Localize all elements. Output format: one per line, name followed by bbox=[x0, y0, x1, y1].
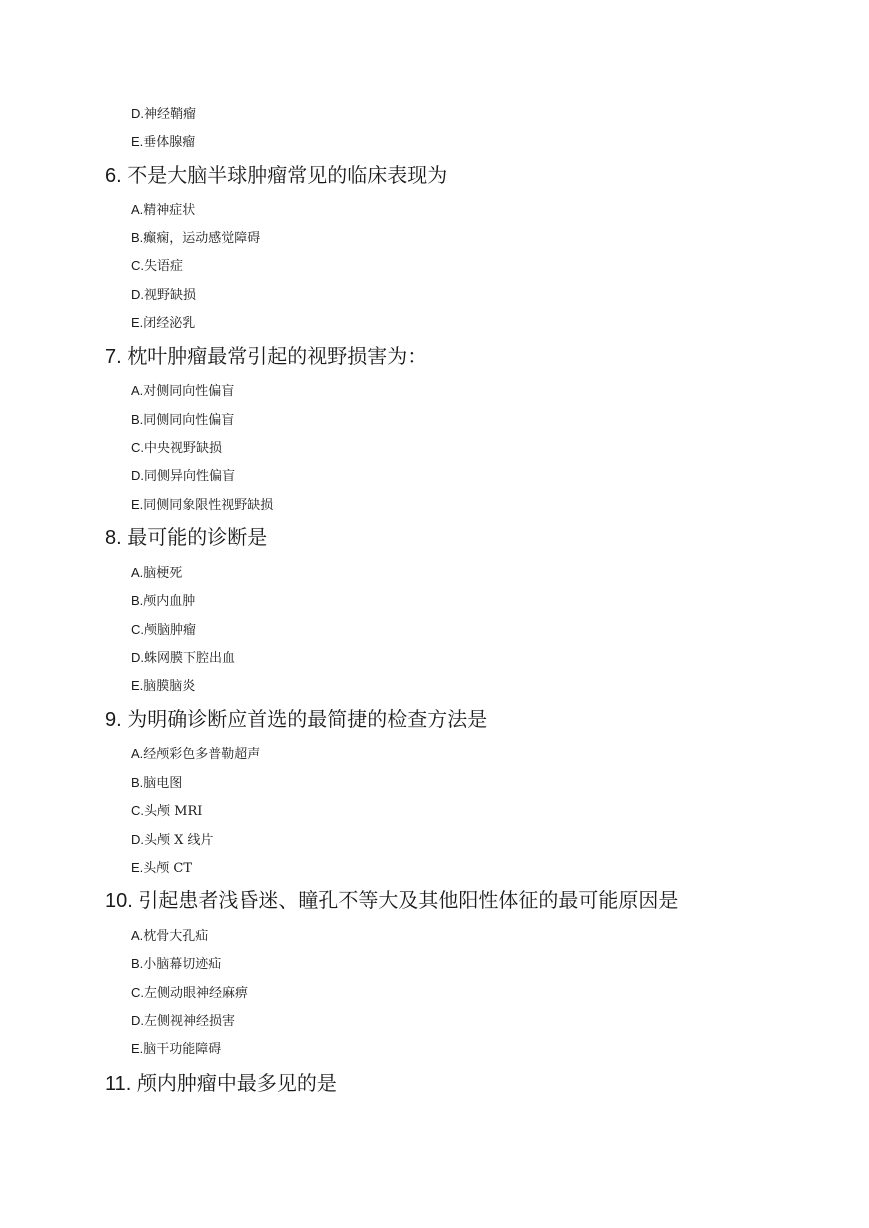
option-letter: E. bbox=[131, 134, 144, 149]
option-item bbox=[131, 650, 235, 667]
option-item bbox=[131, 746, 260, 763]
option-item bbox=[131, 134, 195, 151]
option-text: 脑梗死 bbox=[143, 566, 183, 581]
option-text: 颅脑肿瘤 bbox=[144, 623, 197, 638]
option-letter: E. bbox=[131, 1041, 144, 1056]
option-text: 颅内血肿 bbox=[143, 594, 196, 609]
question-heading bbox=[105, 344, 427, 369]
option-letter: E. bbox=[131, 497, 144, 512]
option-item bbox=[131, 497, 273, 514]
option-letter: C. bbox=[131, 258, 144, 273]
option-item bbox=[131, 106, 196, 123]
option-letter: C. bbox=[131, 622, 144, 637]
option-letter: D. bbox=[131, 287, 144, 302]
option-text: 癫痫，运动感觉障碍 bbox=[143, 231, 261, 246]
option-item bbox=[131, 803, 202, 820]
option-letter: B. bbox=[131, 230, 144, 245]
option-item bbox=[131, 832, 214, 849]
option-letter: A. bbox=[131, 928, 144, 943]
option-letter: C. bbox=[131, 985, 144, 1000]
option-item bbox=[131, 315, 195, 332]
option-text: 神经鞘瘤 bbox=[144, 107, 197, 122]
option-letter: B. bbox=[131, 593, 144, 608]
question-text: 为明确诊断应首选的最简捷的检查方法是 bbox=[127, 707, 488, 731]
option-text: 闭经泌乳 bbox=[143, 316, 196, 331]
option-item bbox=[131, 230, 260, 247]
option-letter: B. bbox=[131, 412, 144, 427]
option-item bbox=[131, 258, 183, 275]
option-text: 左侧视神经损害 bbox=[144, 1014, 236, 1029]
option-text: 头颅 X 线片 bbox=[144, 833, 214, 848]
question-text: 枕叶肿瘤最常引起的视野损害为： bbox=[127, 344, 428, 368]
question-number: 10. bbox=[105, 890, 139, 912]
option-text: 经颅彩色多普勒超声 bbox=[143, 747, 261, 762]
option-text: 脑干功能障碍 bbox=[143, 1042, 222, 1057]
option-text: 枕骨大孔疝 bbox=[143, 929, 209, 944]
question-text: 不是大脑半球肿瘤常见的临床表现为 bbox=[127, 163, 448, 187]
question-heading bbox=[105, 525, 267, 550]
question-number: 11. bbox=[105, 1073, 137, 1095]
option-item bbox=[131, 678, 195, 695]
question-heading bbox=[105, 1071, 337, 1096]
option-text: 垂体腺瘤 bbox=[143, 135, 196, 150]
question-number: 9. bbox=[105, 709, 128, 731]
option-text: 同侧同象限性视野缺损 bbox=[143, 498, 274, 513]
option-letter: A. bbox=[131, 202, 144, 217]
option-item bbox=[131, 956, 221, 973]
option-item bbox=[131, 468, 235, 485]
option-item bbox=[131, 860, 192, 877]
option-letter: C. bbox=[131, 440, 144, 455]
option-text: 精神症状 bbox=[143, 203, 196, 218]
option-text: 小脑幕切迹疝 bbox=[143, 957, 222, 972]
option-letter: E. bbox=[131, 315, 144, 330]
option-item bbox=[131, 593, 195, 610]
option-text: 蛛网膜下腔出血 bbox=[144, 651, 236, 666]
option-text: 同侧同向性偏盲 bbox=[143, 413, 235, 428]
question-number: 8. bbox=[105, 527, 128, 549]
question-heading bbox=[105, 888, 678, 913]
option-item bbox=[131, 1041, 221, 1058]
option-letter: A. bbox=[131, 565, 144, 580]
option-item bbox=[131, 1013, 235, 1030]
option-item bbox=[131, 412, 234, 429]
option-text: 脑电图 bbox=[143, 776, 183, 791]
question-text: 最可能的诊断是 bbox=[127, 525, 268, 549]
option-letter: E. bbox=[131, 860, 144, 875]
option-text: 中央视野缺损 bbox=[144, 441, 223, 456]
option-text: 视野缺损 bbox=[144, 288, 197, 303]
option-letter: A. bbox=[131, 746, 144, 761]
option-item bbox=[131, 928, 208, 945]
option-item bbox=[131, 985, 248, 1002]
option-item bbox=[131, 383, 234, 400]
question-number: 6. bbox=[105, 165, 128, 187]
option-item bbox=[131, 440, 222, 457]
option-text: 头颅 CT bbox=[143, 861, 193, 876]
option-letter: D. bbox=[131, 1013, 144, 1028]
option-text: 同侧异向性偏盲 bbox=[144, 469, 236, 484]
option-letter: A. bbox=[131, 383, 144, 398]
option-letter: D. bbox=[131, 650, 144, 665]
option-item bbox=[131, 775, 182, 792]
question-text: 引起患者浅昏迷、瞳孔不等大及其他阳性体征的最可能原因是 bbox=[138, 888, 679, 912]
question-number: 7. bbox=[105, 346, 128, 368]
option-item bbox=[131, 622, 196, 639]
option-text: 失语症 bbox=[144, 259, 184, 274]
option-text: 左侧动眼神经麻痹 bbox=[144, 986, 249, 1001]
option-letter: D. bbox=[131, 832, 144, 847]
option-letter: D. bbox=[131, 468, 144, 483]
option-text: 脑膜脑炎 bbox=[143, 679, 196, 694]
option-item bbox=[131, 287, 196, 304]
option-text: 头颅 MRI bbox=[144, 804, 203, 819]
option-item bbox=[131, 565, 182, 582]
option-letter: B. bbox=[131, 775, 144, 790]
option-letter: C. bbox=[131, 803, 144, 818]
option-letter: B. bbox=[131, 956, 144, 971]
option-text: 对侧同向性偏盲 bbox=[143, 384, 235, 399]
option-letter: D. bbox=[131, 106, 144, 121]
question-text: 颅内肿瘤中最多见的是 bbox=[136, 1071, 337, 1095]
option-letter: E. bbox=[131, 678, 144, 693]
option-item bbox=[131, 202, 195, 219]
question-heading bbox=[105, 163, 447, 188]
question-heading bbox=[105, 707, 487, 732]
